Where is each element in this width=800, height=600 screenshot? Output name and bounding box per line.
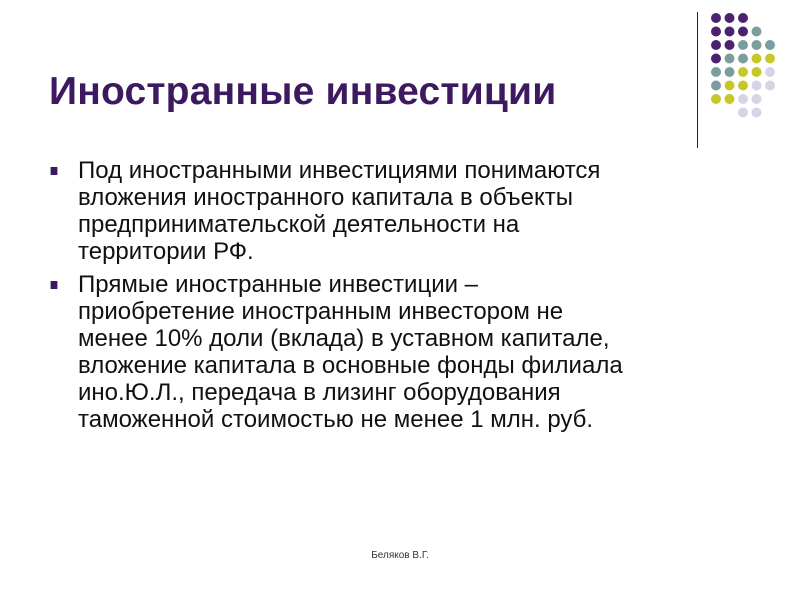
decor-dot <box>738 67 748 77</box>
decor-dot <box>711 67 721 77</box>
decor-dot <box>752 108 762 118</box>
decor-dot <box>752 54 762 64</box>
decor-dot <box>765 40 775 50</box>
decor-dot <box>765 54 775 64</box>
vertical-divider <box>697 12 698 148</box>
bullet-line: ино.Ю.Л., передача в лизинг оборудования <box>78 379 561 406</box>
slide-title: Иностранные инвестиции <box>49 70 557 113</box>
decor-dot <box>711 81 721 91</box>
footer-author: Беляков В.Г. <box>371 550 429 561</box>
decor-dot <box>711 13 721 23</box>
decor-dot <box>738 94 748 104</box>
decor-dot <box>752 81 762 91</box>
decor-dot <box>711 94 721 104</box>
bullet-line: приобретение иностранным инвестором не <box>78 298 564 325</box>
decor-dot <box>711 54 721 64</box>
decor-dot <box>711 27 721 37</box>
decor-dot <box>752 94 762 104</box>
bullet-line: Прямые иностранные инвестиции – <box>78 271 479 298</box>
decor-dot <box>725 67 735 77</box>
bullet-line: территории РФ. <box>78 238 254 265</box>
bullet-item <box>48 157 748 265</box>
decor-dot <box>725 40 735 50</box>
decorative-dot-grid <box>704 11 794 131</box>
bullet-line: вложение капитала в основные фонды филиала <box>78 352 623 379</box>
decor-dot <box>765 81 775 91</box>
decor-dot <box>725 94 735 104</box>
bullet-square-icon <box>51 281 58 289</box>
decor-dot <box>738 13 748 23</box>
decor-dot <box>752 40 762 50</box>
bullet-square-icon <box>51 167 58 175</box>
bullet-list <box>48 157 748 439</box>
decor-dot <box>738 108 748 118</box>
bullet-line: предпринимательской деятельности на <box>78 211 520 238</box>
decor-dot <box>738 27 748 37</box>
bullet-line: вложения иностранного капитала в объекты <box>78 184 574 211</box>
decor-dot <box>725 54 735 64</box>
decor-dot <box>725 13 735 23</box>
decor-dot <box>752 27 762 37</box>
bullet-line: менее 10% доли (вклада) в уставном капитале, <box>78 325 610 352</box>
decor-dot <box>711 40 721 50</box>
decor-dot <box>738 40 748 50</box>
decor-dot <box>752 67 762 77</box>
decor-dot <box>765 67 775 77</box>
bullet-line: таможенной стоимостью не менее 1 млн. руб. <box>78 406 594 433</box>
decor-dot <box>725 81 735 91</box>
decor-dot <box>738 54 748 64</box>
bullet-item <box>48 271 748 433</box>
decor-dot <box>725 27 735 37</box>
bullet-line: Под иностранными инвестициями понимаются <box>78 157 601 184</box>
decor-dot <box>738 81 748 91</box>
